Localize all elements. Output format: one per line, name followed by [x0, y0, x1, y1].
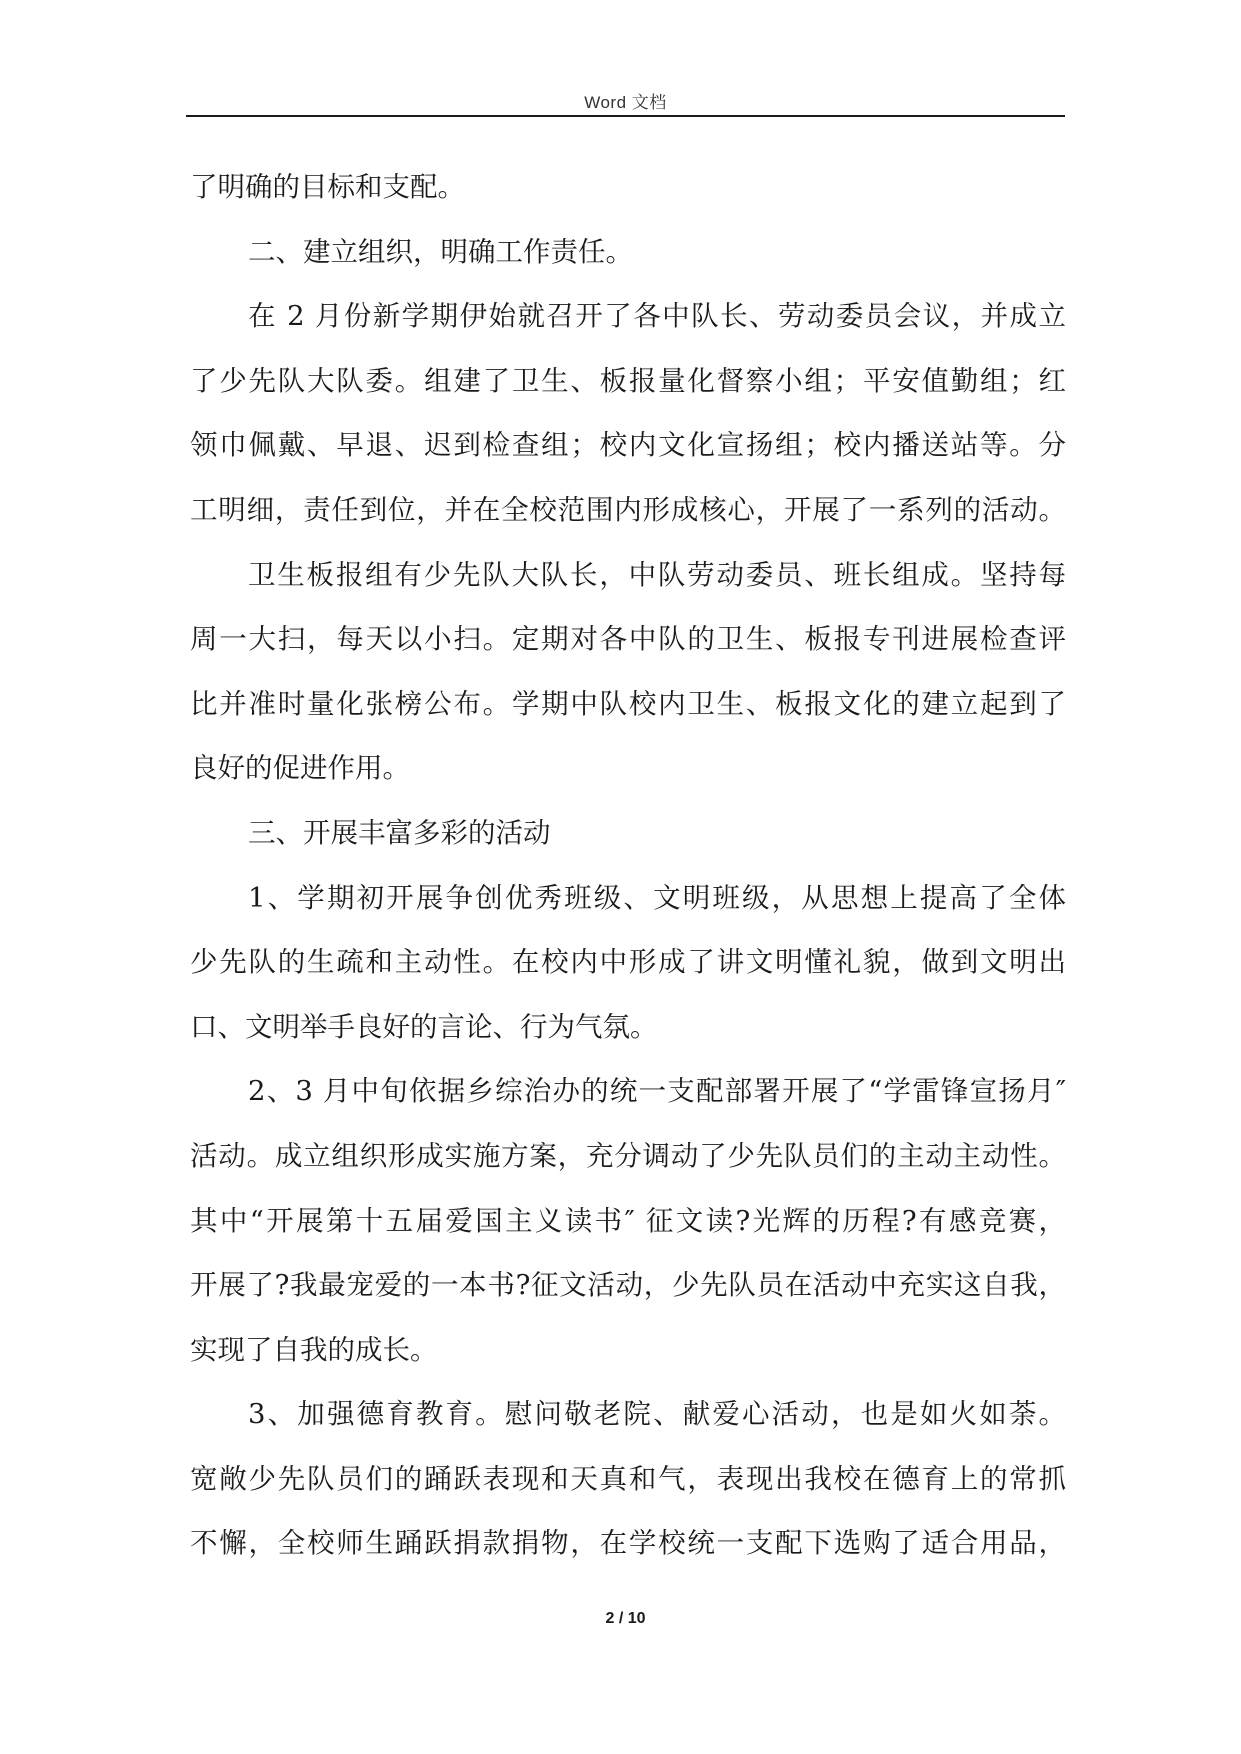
text-line: 实现了自我的成长。	[190, 1333, 438, 1366]
text-line: 活动。成立组织形成实施方案，充分调动了少先队员们的主动主动性。	[190, 1139, 1066, 1172]
text-line: 其中“开展第十五届爱国主义读书″ 征文读?光辉的历程?有感竞赛，	[190, 1204, 1066, 1237]
text-line: 领巾佩戴、早退、迟到检查组；校内文化宣扬组；校内播送站等。分	[190, 429, 1066, 462]
section-heading: 三、开展丰富多彩的活动	[248, 816, 551, 849]
text-line: 了明确的目标和支配。	[190, 171, 465, 203]
text-line: 1、学期初开展争创优秀班级、文明班级，从思想上提高了全体	[248, 881, 1066, 914]
text-line: 在 2 月份新学期伊始就召开了各中队长、劳动委员会议，并成立	[248, 300, 1066, 333]
text-line: 2、3 月中旬依据乡综治办的统一支配部署开展了“学雷锋宣扬月″	[248, 1075, 1066, 1108]
page-number: 2 / 10	[605, 1610, 646, 1627]
text-line: 比并准时量化张榜公布。学期中队校内卫生、板报文化的建立起到了	[190, 687, 1066, 720]
text-line: 少先队的生疏和主动性。在校内中形成了讲文明懂礼貌，做到文明出	[190, 946, 1066, 979]
text-line: 工明细，责任到位，并在全校范围内形成核心，开展了一系列的活动。	[190, 493, 1066, 526]
text-line: 开展了?我最宠爱的一本书?征文活动，少先队员在活动中充实这自我，	[190, 1269, 1066, 1302]
document-body	[190, 155, 1066, 1576]
text-line: 卫生板报组有少先队大队长，中队劳动委员、班长组成。坚持每	[248, 558, 1066, 591]
header-divider	[186, 115, 1065, 117]
text-line: 不懈，全校师生踊跃捐款捐物，在学校统一支配下选购了适合用品，	[190, 1527, 1066, 1560]
text-line: 宽敞少先队员们的踊跃表现和天真和气，表现出我校在德育上的常抓	[190, 1462, 1066, 1495]
text-line: 周一大扫，每天以小扫。定期对各中队的卫生、板报专刊进展检查评	[190, 623, 1066, 656]
text-line: 口、文明举手良好的言论、行为气氛。	[190, 1010, 658, 1043]
page-header: Word 文档	[584, 93, 667, 112]
text-line: 了少先队大队委。组建了卫生、板报量化督察小组；平安值勤组；红	[190, 364, 1066, 397]
text-line: 3、加强德育教育。慰问敬老院、献爱心活动，也是如火如荼。	[248, 1398, 1066, 1431]
section-heading: 二、建立组织，明确工作责任。	[248, 235, 633, 268]
text-line: 良好的促进作用。	[190, 752, 410, 785]
